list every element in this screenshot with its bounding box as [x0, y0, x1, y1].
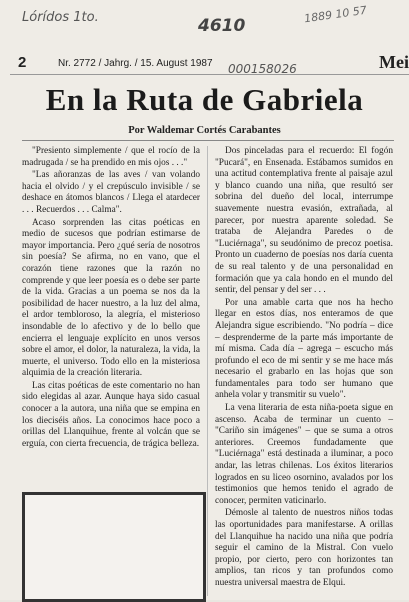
paragraph: "Presiento simplemente / que el rocío de la madrugada / se ha prendido en mis ojos . . ." [22, 146, 200, 168]
masthead-strip [10, 50, 409, 75]
newspaper-name: Mei [379, 52, 409, 72]
paragraph: Las citas poéticas de este comentario no han sido elegidas al azar. Aunque haya sido casual conocer a la autora, una niña que se empina en los dieciséis años. La conocimos hace poco a orillas del Llanquihue, frente al volcán que se erguía, con cierta frecuencia, de trágica belleza. [22, 380, 200, 449]
handwritten-note-number: 4610 [198, 16, 246, 36]
photo-frame [22, 492, 206, 602]
paragraph: Por una amable carta que nos ha hecho llegar en estos días, nos enteramos de que Alejandra sigue escribiendo. "No podría – dice – desprenderme de la parte más importante de mí misma. Cada día – agrega – escucho más profundo el eco de mi sentir y se me hace más necesario el grabarlo en las hojas que son fundamentales para todo ser humano que anhela volar y transmitir su vuelo". [215, 297, 393, 401]
title-divider [22, 140, 394, 141]
issue-info: Nr. 2772 / Jahrg. / 15. August 1987 [58, 58, 213, 69]
article-column-right [215, 146, 393, 591]
paragraph: La vena literaria de esta niña-poeta sigue en ascenso. Acaba de terminar un cuento – "Cariño sin imágenes" – que se suma a otros anteriores. Creemos fundadamente que "Luciérnaga" está destinada a iluminar, a poco andar, las letras chilenas. Los éxitos literarios logrados en su liceo osornino, avalados por los testimonios que hemos tenido el agrado de conocer, permiten vaticinarlo. [215, 403, 393, 506]
paragraph: Acaso sorprenden las citas poéticas en medio de sucesos que podrían estimarse de mayor importancia. Pero ¿qué sería de nosotros sin poesía? Se afirma, no en vano, que el corazón tiene razones que la razón no comprende y que leer poesía es o debe ser parte de la vida. Gracias a un poema se nos da la posibilidad de hacer nuestro, a la luz del alma, el ardor tembloroso, la alegría, el misterioso insondable de lo afectivo y de lo bello que encierra el lenguaje explícito en unos versos sobre el amor, el dolor, la naturaleza, la vida, la muerte, el universo. Todo ello en la misteriosa alquimia de la creación literaria. [22, 217, 200, 379]
column-divider [207, 146, 208, 596]
issue-number: 2 [18, 54, 27, 71]
handwritten-note-top-left: Lórídos 1to. [22, 10, 99, 25]
handwritten-note-top-right: 1889 10 57 [303, 3, 368, 26]
paragraph: Dos pinceladas para el recuerdo: El fogón "Pucará", en Ensenada. Estábamos sumidos en una actitud contemplativa frente al paisaje azul y blanco cuando una niña, que resultó ser sobrina del dueño del local, interrumpe suavemente nuestra evasión, extrañada, al parecer, por nuestra aparente soledad. Se trataba de Alejandra Paredes o de "Luciérnaga", su seudónimo de precoz poetisa. Pronto un cuaderno de poesías nos daría cuenta de su real talento y de una personalidad en formación que ya cala hondo en el mundo del sentir, del pensar y del ser . . . [215, 146, 393, 296]
paragraph: "Las añoranzas de las aves / van volando hacia el olvido / y el crepúsculo invisible / se deshace en átomos blancos / Llega el atardecer . . . Recuerdos . . . Calma". [22, 170, 200, 215]
article-column-left [22, 146, 200, 451]
article-byline: Por Waldemar Cortés Carabantes [128, 125, 281, 136]
paragraph: Démosle al talento de nuestros niños todas las oportunidades para manifestarse. A orillas del Llanquihue ha nacido una niña que podría seguir el camino de la Mistral. Con vuelo propio, por cierto, pero con horizontes tan amplios, tan ricos y tan profundos como nuestra universal maestra de Elqui. [215, 508, 393, 588]
handwritten-archive-code: 000158026 [228, 62, 297, 76]
article-title: En la Ruta de Gabriela [45, 82, 364, 117]
